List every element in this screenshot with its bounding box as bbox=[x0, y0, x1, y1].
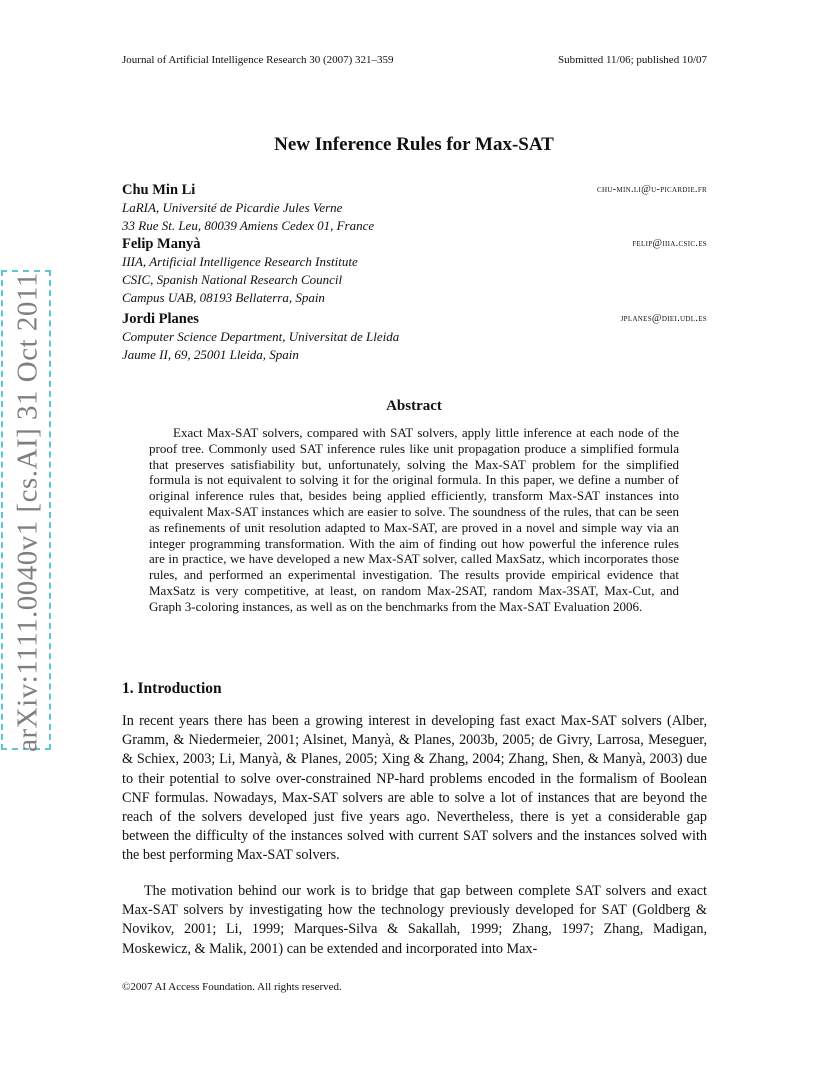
author-affiliation-line: Computer Science Department, Universitat de Lleida bbox=[122, 329, 400, 344]
author-block-planes bbox=[122, 311, 707, 364]
author-affiliation-line: 33 Rue St. Leu, 80039 Amiens Cedex 01, France bbox=[122, 218, 375, 234]
author-email[interactable]: chu-min.li@u-picardie.fr bbox=[596, 184, 707, 195]
copyright-footer: ©2007 AI Access Foundation. All rights reserved. bbox=[122, 981, 342, 993]
author-affiliation-line: IIIA, Artificial Intelligence Research Institute bbox=[122, 254, 358, 269]
author-affiliation-line: Jaume II, 69, 25001 Lleida, Spain bbox=[122, 347, 299, 363]
paper-title: New Inference Rules for Max-SAT bbox=[274, 134, 554, 155]
author-name: Jordi Planes bbox=[122, 311, 199, 327]
intro-paragraph: The motivation behind our work is to bridge that gap between complete SAT solvers and exact Max-SAT solvers by investigating how the technology previously developed for SAT (Goldberg & Novikov, 2001; Li, 1999; Marques-Silva & Sakallah, 1999; Zhang, 1997; Zhang, Madigan, Moskewicz, & Malik, 2001) can be extended and incorporated into Max- bbox=[122, 883, 707, 957]
abstract-heading: Abstract bbox=[386, 398, 442, 414]
author-affiliation-line: CSIC, Spanish National Research Council bbox=[122, 272, 343, 288]
author-email[interactable]: jplanes@diei.udl.es bbox=[620, 313, 707, 324]
author-email[interactable]: felip@iiia.csic.es bbox=[632, 238, 707, 249]
journal-header: Journal of Artificial Intelligence Research 30 (2007) 321–359 bbox=[122, 54, 394, 66]
author-affiliation-line: LaRIA, Université de Picardie Jules Verne bbox=[122, 200, 343, 215]
author-affiliation-line: Campus UAB, 08193 Bellaterra, Spain bbox=[122, 290, 325, 306]
author-name: Felip Manyà bbox=[122, 236, 201, 252]
author-block-li bbox=[122, 182, 707, 235]
author-name: Chu Min Li bbox=[122, 182, 196, 198]
author-block-manya bbox=[122, 236, 707, 308]
abstract-text: Exact Max-SAT solvers, compared with SAT solvers, apply little inference at each node of the proof tree. Commonly used SAT inference rules like unit propagation produce a simplified formula that preserves satisfiability but, unfortunately, solving the Max-SAT problem for the simplified formula is not equivalent to solving it for the original formula. In this paper, we define a number of original inference rules that, besides being applied efficiently, transform Max-SAT instances into equivalent Max-SAT instances which are easier to solve. The soundness of the rules, that can be seen as refinements of unit resolution adapted to Max-SAT, are proved in a novel and simple way via an integer programming transformation. With the aim of finding out how powerful the inference rules are in practice, we have developed a new Max-SAT solver, called MaxSatz, which incorporates those rules, and performed an experimental investigation. The results provide empirical evidence that MaxSatz is very competitive, at least, on random Max-2SAT, random Max-3SAT, Max-Cut, and Graph 3-coloring instances, as well as on the benchmarks from the Max-SAT Evaluation 2006. bbox=[149, 425, 679, 614]
arxiv-identifier[interactable]: arXiv:1111.0040v1 [cs.AI] 31 Oct 2011 bbox=[11, 272, 44, 752]
arxiv-stamp[interactable] bbox=[1, 270, 51, 750]
section-heading-introduction: 1. Introduction bbox=[122, 680, 222, 697]
intro-paragraph: In recent years there has been a growing interest in developing fast exact Max-SAT solvers (Alber, Gramm, & Niedermeier, 2001; Alsinet, Manyà, & Planes, 2003b, 2005; de Givry, Larrosa, Meseguer, & Schiex, 2003; Li, Manyà, & Planes, 2005; Xing & Zhang, 2004; Zhang, Shen, & Manyà, 2003) due to their potential to solve over-constrained NP-hard problems encoded in the formalism of Boolean CNF formulas. Nowadays, Max-SAT solvers are able to solve a lot of instances that are beyond the reach of the solvers developed just five years ago. Nevertheless, there is yet a considerable gap between the difficulty of the instances solved with current SAT solvers and the instances solved with the best performing Max-SAT solvers. bbox=[122, 713, 707, 864]
submission-dates: Submitted 11/06; published 10/07 bbox=[557, 54, 707, 66]
